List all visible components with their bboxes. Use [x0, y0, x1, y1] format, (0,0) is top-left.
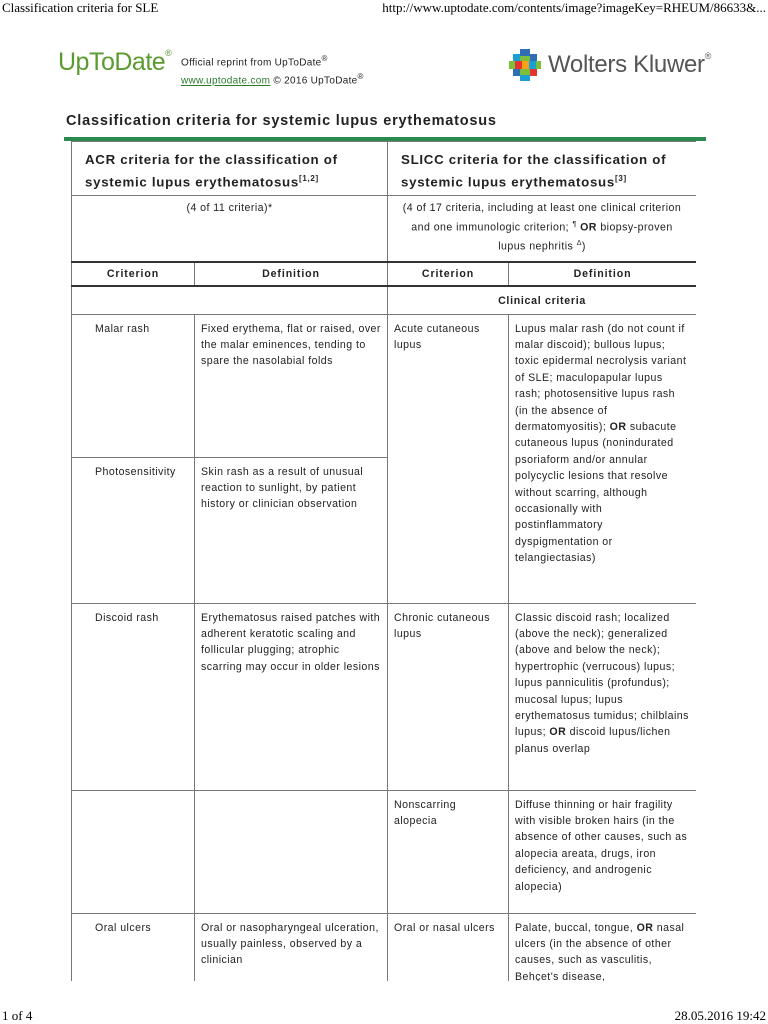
wolters-kluwer-logo — [508, 48, 711, 82]
slicc-note-text: (4 of 17 criteria, including at least one clinical criterion and one immunologic criterion; — [402, 202, 682, 234]
slicc-refs[interactable]: [3] — [614, 174, 627, 183]
definition-text: Classic discoid rash; localized (above the neck); generalized (above and below the neck); hypertrophic (verrucous) lupus; lupus panniculitis (profundus); mucosal lupus; lupus erythematosus tumidus; chilblains lupus; — [515, 611, 689, 739]
acr-refs[interactable]: [1,2] — [298, 174, 319, 183]
acr-heading-text: ACR criteria for the classification of systemic lupus erythematosus — [85, 152, 338, 190]
criteria-table — [71, 141, 696, 981]
definition-text: discoid lupus/lichen planus overlap — [515, 726, 671, 755]
registered-mark: ® — [321, 54, 328, 63]
slicc-note — [388, 196, 696, 262]
empty-cell — [72, 790, 195, 913]
print-timestamp: 28.05.2016 19:42 — [674, 1008, 766, 1023]
registered-mark: ® — [357, 72, 364, 82]
or-keyword: OR — [580, 221, 597, 234]
slicc-note-close: ) — [581, 240, 586, 253]
definition-cell: Diffuse thinning or hair fragility with visible broken hairs (in the absence of other causes, such as alopecia areata, drugs, iron deficiency, and androgenic alopecia) — [509, 790, 696, 913]
browser-print-footer — [0, 1006, 768, 1024]
definition-text: subacute cutaneous lupus (nonindurated psoriaform and/or annular polycyclic lesions that resolve without scarring, although occasionally with postinflammatory dyspigmentation or telangiectasias) — [515, 420, 677, 565]
or-keyword: OR — [636, 921, 654, 934]
criterion-cell: Oral ulcers — [72, 913, 195, 981]
criterion-cell: Nonscarring alopecia — [388, 790, 509, 913]
definition-cell — [509, 603, 696, 790]
clinical-criteria-row — [72, 286, 697, 314]
delta-footnote-mark[interactable]: Δ — [576, 239, 582, 247]
table-row — [72, 314, 697, 457]
publisher-name: Wolters Kluwer — [548, 51, 705, 78]
uptodate-website-link[interactable]: www.uptodate.com — [181, 75, 271, 87]
empty-cell — [195, 790, 388, 913]
slicc-definition-header: Definition — [509, 262, 696, 286]
pilcrow-footnote-mark[interactable]: ¶ — [572, 220, 577, 228]
table-sub-header-row — [72, 196, 697, 262]
table-row — [72, 603, 697, 790]
registered-mark: ® — [704, 51, 712, 61]
reprint-line: Official reprint from UpToDate — [181, 57, 322, 69]
definition-text: Lupus malar rash (do not count if malar discoid); bullous lupus; toxic epidermal necrolysis variant of SLE; maculopapular lupus rash; photosensitive lupus rash (in the absence of dermatomyositis); — [515, 322, 687, 433]
table-main-header-row — [72, 142, 697, 196]
or-keyword: OR — [609, 420, 627, 433]
table-row — [72, 913, 697, 981]
criteria-table-wrapper — [71, 141, 696, 981]
wolters-kluwer-icon — [508, 48, 542, 82]
slicc-heading — [388, 142, 696, 196]
table-row — [72, 790, 697, 913]
definition-cell: Skin rash as a result of unusual reaction to sunlight, by patient history or clinician observation — [195, 457, 388, 603]
definition-cell — [509, 314, 696, 603]
criterion-cell: Photosensitivity — [72, 457, 195, 603]
definition-cell: Erythematosus raised patches with adherent keratotic scaling and follicular plugging; atrophic scarring may occur in older lesions — [195, 603, 388, 790]
definition-text: nasal ulcers (in the absence of other causes, such as vasculitis, Behçet's disease, — [515, 921, 685, 981]
acr-note: (4 of 11 criteria)* — [72, 196, 388, 262]
acr-heading — [72, 142, 388, 196]
criterion-cell: Discoid rash — [72, 603, 195, 790]
acr-definition-header: Definition — [195, 262, 388, 286]
browser-print-header — [0, 0, 768, 16]
slicc-note-text-2: biopsy-proven lupus nephritis — [498, 221, 673, 253]
uptodate-logo — [58, 48, 171, 77]
criterion-cell: Chronic cutaneous lupus — [388, 603, 509, 790]
page-count: 1 of 4 — [2, 1008, 33, 1023]
definition-text: Palate, buccal, tongue, — [515, 921, 634, 934]
browser-url[interactable]: http://www.uptodate.com/contents/image?imageKey=RHEUM/86633&... — [382, 0, 766, 15]
clinical-criteria-label: Clinical criteria — [388, 286, 696, 314]
browser-page-title: Classification criteria for SLE — [2, 0, 159, 15]
definition-cell: Oral or nasopharyngeal ulceration, usually painless, observed by a clinician — [195, 913, 388, 981]
criterion-cell: Acute cutaneous lupus — [388, 314, 509, 603]
document-title: Classification criteria for systemic lupus erythematosus — [66, 113, 497, 129]
column-header-row — [72, 262, 697, 286]
slicc-criterion-header: Criterion — [388, 262, 509, 286]
or-keyword: OR — [549, 726, 567, 739]
acr-criterion-header: Criterion — [72, 262, 195, 286]
criterion-cell: Malar rash — [72, 314, 195, 457]
empty-cell — [72, 286, 388, 314]
registered-mark: ® — [165, 48, 172, 58]
definition-cell: Fixed erythema, flat or raised, over the malar eminences, tending to spare the nasolabial folds — [195, 314, 388, 457]
criterion-cell: Oral or nasal ulcers — [388, 913, 509, 981]
definition-cell — [509, 913, 696, 981]
reprint-notice — [181, 52, 364, 89]
uptodate-brand-text: UpToDate — [58, 48, 166, 76]
copyright-text: © 2016 UpToDate — [273, 75, 358, 87]
slicc-heading-text: SLICC criteria for the classification of systemic lupus erythematosus — [401, 152, 667, 190]
